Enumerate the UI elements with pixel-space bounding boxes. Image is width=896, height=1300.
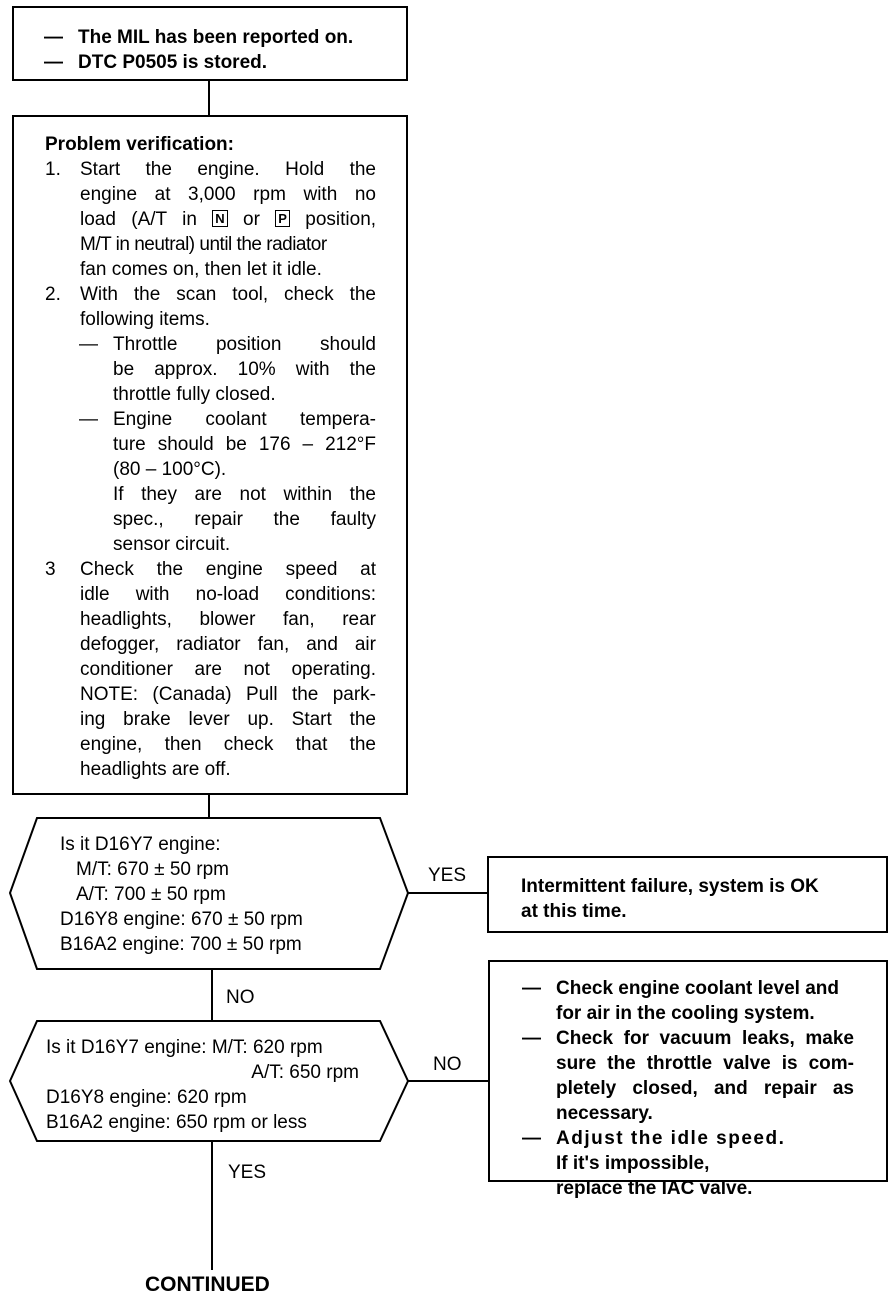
continued-label: CONTINUED <box>145 1273 270 1296</box>
repair-item-idle: — Adjust the idle speed. If it's impossible, replace the IAC valve. <box>522 1128 786 1199</box>
start-line-2: — DTC P0505 is stored. <box>44 52 268 73</box>
step-2: 2. With the scan tool, check the following items. <box>45 284 376 330</box>
step-2-sub-2: — Engine coolant tempera- ture should be 176 – 212°F (80 – 100°C). <box>79 409 376 480</box>
ok-result-box: Intermittent failure, system is OK at this time. <box>487 856 888 933</box>
decision1-text: Is it D16Y7 engine: M/T: 670 ± 50 rpm A/T: 700 ± 50 rpm D16Y8 engine: 670 ± 50 rpm B16A2 engine: 700 ± 50 rpm <box>60 834 303 955</box>
decision1-yes-label: YES <box>428 865 467 886</box>
repair-item-vacuum: — Check for vacuum leaks, make sure the throttle valve is com- pletely closed, and repair as necessary. <box>522 1028 854 1124</box>
decision2-text: Is it D16Y7 engine: M/T: 620 rpm A/T: 650 rpm D16Y8 engine: 620 rpm B16A2 engine: 650 rpm or less <box>46 1037 359 1133</box>
verification-box <box>12 115 408 795</box>
start-line-1: — The MIL has been reported on. <box>44 27 354 48</box>
step-1: 1. Start the engine. Hold the engine at 3,000 rpm with no load (A/T in N or P position, M/T in neutral) until the radiator fan comes on, then let it idle. <box>45 159 377 280</box>
decision2-yes-label: YES <box>228 1162 267 1183</box>
verification-title: Problem verification: <box>45 134 234 155</box>
step-1-line-3: load (A/T in N or P position, <box>80 209 377 230</box>
neutral-position-badge: N <box>212 210 227 227</box>
step-2-sub-1: — Throttle position should be approx. 10% with the throttle fully closed. <box>79 334 376 405</box>
repair-action-box <box>488 960 888 1199</box>
decision1-no-label: NO <box>226 987 255 1008</box>
decision2-no-label: NO <box>433 1054 462 1075</box>
start-box <box>12 6 408 81</box>
repair-item-coolant: — Check engine coolant level and for air in the cooling system. <box>522 978 839 1024</box>
park-position-badge: P <box>275 210 290 227</box>
step-2-note: If they are not within the spec., repair the faulty sensor circuit. <box>113 484 376 555</box>
step-3: 3 Check the engine speed at idle with no-load conditions: headlights, blower fan, rear defogger, radiator fan, and air conditioner are not operating. NOTE: (Canada) Pull the park- ing brake lever up. Start the engine, then check that the headlights are off. <box>45 559 376 780</box>
